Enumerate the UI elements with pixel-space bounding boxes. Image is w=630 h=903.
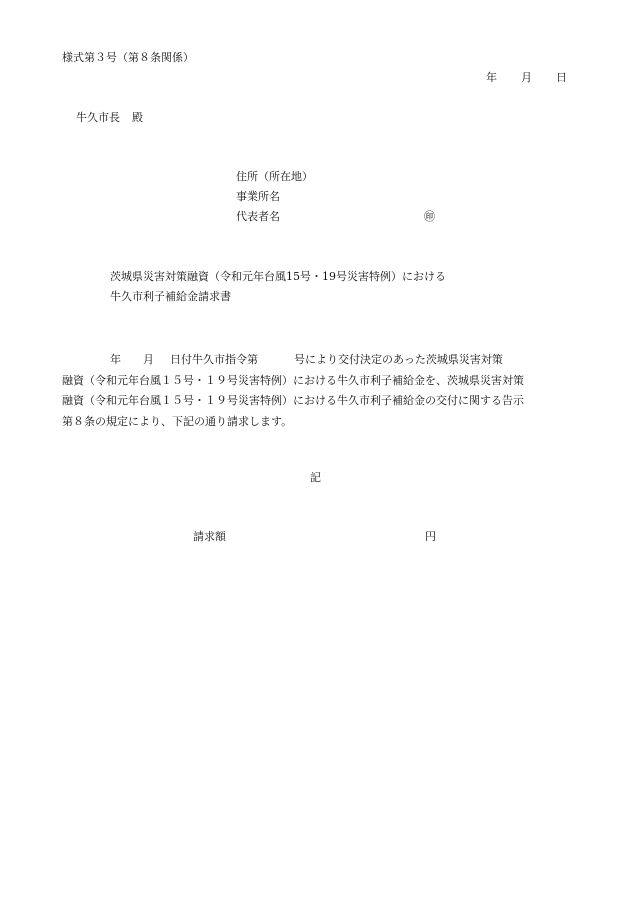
address-label: 住所（所在地）	[236, 170, 313, 183]
document-title	[110, 271, 446, 311]
body-line-1	[62, 350, 578, 371]
addressee-name: 牛久市長	[76, 111, 120, 124]
request-amount-label: 請求額	[193, 530, 226, 543]
representative-label: 代表者名	[236, 210, 280, 223]
date-line	[486, 72, 567, 83]
date-year-label: 年	[486, 71, 497, 84]
request-amount-unit: 円	[425, 530, 436, 543]
body-line-4: 第８条の規定により、下記の通り請求します。	[62, 414, 293, 428]
title-line-1: 茨城県災害対策融資（令和元年台風15号・19号災害特例）における	[110, 270, 446, 283]
date-day-label: 日	[556, 71, 567, 84]
body-line-1-rest: 号により交付決定のあった茨城県災害対策	[294, 353, 503, 366]
title-line-2: 牛久市利子補給金請求書	[110, 290, 231, 303]
body-line-3: 融資（令和元年台風１５号・１９号災害特例）における牛久市利子補給金の交付に関する告示	[62, 394, 524, 407]
body-date-ref: 日付牛久市指令第	[170, 353, 258, 366]
ki-heading: 記	[310, 471, 321, 484]
business-name-label: 事業所名	[236, 190, 280, 203]
form-number: 様式第３号（第８条関係）	[62, 51, 194, 64]
addressee	[76, 112, 143, 123]
seal-mark: ㊞	[424, 210, 435, 223]
applicant-block	[236, 171, 313, 231]
body-line-2: 融資（令和元年台風１５号・１９号災害特例）における牛久市利子補給金を、茨城県災害対策	[62, 373, 524, 387]
date-month-label: 月	[521, 71, 532, 84]
addressee-honorific: 殿	[132, 111, 143, 124]
body-year: 年	[110, 353, 121, 366]
body-month: 月	[143, 353, 154, 366]
request-body	[62, 350, 578, 432]
